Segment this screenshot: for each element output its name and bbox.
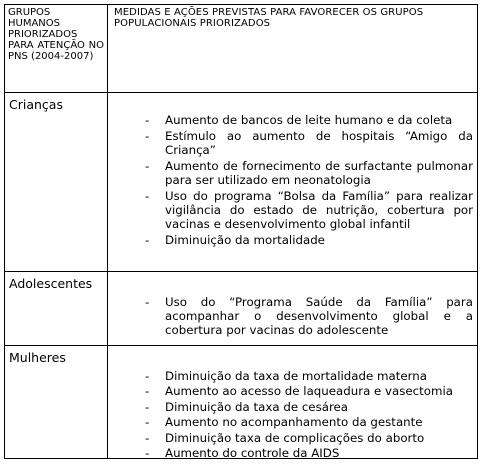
- group-mulheres: Mulheres: [9, 350, 66, 365]
- measures-list-adolescentes: [145, 295, 473, 339]
- list-item: - Uso do programa “Bolsa da Família” para realizar vigilância do estado de nutrição, cobertura por vacinas e desenvolvimento global infantil: [145, 189, 473, 232]
- measures-list-criancas: [145, 113, 473, 249]
- bullet-dash: -: [145, 113, 150, 127]
- group-adolescentes: Adolescentes: [9, 276, 93, 291]
- list-item: - Aumento de bancos de leite humano e da coleta: [145, 113, 453, 127]
- list-item: - Aumento do controle da AIDS: [145, 445, 340, 460]
- bullet-dash: -: [145, 128, 150, 143]
- bullet-dash: -: [145, 189, 150, 204]
- bullet-dash: -: [145, 445, 150, 460]
- priority-groups-table: [4, 4, 478, 459]
- list-item: - Aumento ao acesso de laqueadura e vasectomia: [145, 384, 453, 399]
- list-item: - Diminuição da taxa de cesárea: [145, 399, 349, 414]
- bullet-dash: -: [145, 415, 150, 430]
- group-criancas: Crianças: [9, 97, 63, 112]
- measures-list-mulheres: [145, 369, 473, 461]
- header-groups: GRUPOS HUMANOS PRIORIZADOS PARA ATENÇÃO NO PNS (2004-2007): [8, 7, 104, 62]
- row-divider-adolescentes: [5, 345, 477, 346]
- row-divider-criancas: [5, 271, 477, 272]
- list-item: - Diminuição taxa de complicações do aborto: [145, 430, 425, 445]
- list-item: - Aumento no acompanhamento da gestante: [145, 415, 423, 430]
- bullet-dash: -: [145, 399, 150, 414]
- bullet-dash: -: [145, 384, 150, 399]
- list-item: - Aumento de fornecimento de surfactante pulmonar para ser utilizado em neonatologia: [145, 158, 473, 188]
- row-divider-header: [5, 92, 477, 93]
- header-measures: MEDIDAS E AÇÕES PREVISTAS PARA FAVORECER OS GRUPOS POPULACIONAIS PRIORIZADOS: [114, 7, 424, 29]
- list-item: - Diminuição da taxa de mortalidade materna: [145, 369, 427, 383]
- bullet-dash: -: [145, 158, 150, 173]
- column-divider: [107, 5, 108, 458]
- bullet-dash: -: [145, 295, 150, 309]
- bullet-dash: -: [145, 430, 150, 445]
- bullet-dash: -: [145, 369, 150, 383]
- list-item: - Estímulo ao aumento de hospitais “Amigo da Criança”: [145, 128, 473, 158]
- bullet-dash: -: [145, 233, 150, 248]
- list-item: - Uso do “Programa Saúde da Família” para acompanhar o desenvolvimento global e a cobertura por vacinas do adolescente: [145, 295, 473, 338]
- list-item: - Diminuição da mortalidade: [145, 233, 325, 248]
